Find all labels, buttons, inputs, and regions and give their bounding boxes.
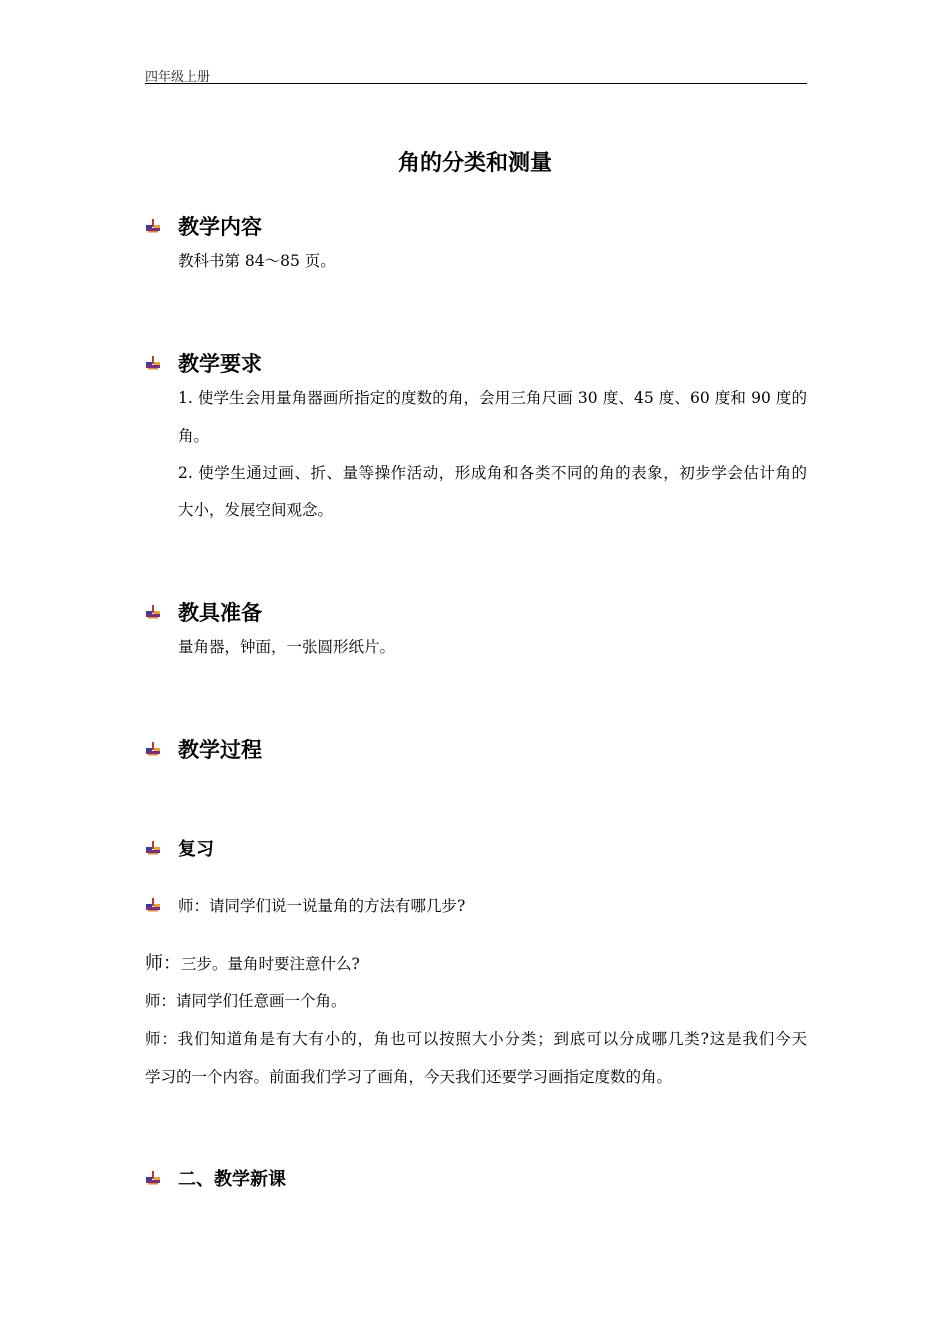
- review-line-1: [145, 954, 360, 974]
- heading-tools-text: 教具准备: [178, 600, 262, 625]
- requirement-2-line-1: 2. 使学生通过画、折、量等操作活动，形成角和各类不同的角的表象，初步学会估计角的: [178, 464, 807, 482]
- heading-review-text: 复习: [178, 839, 214, 860]
- requirement-1-line-1: 1. 使学生会用量角器画所指定的度数的角，会用三角尺画 30 度、45 度、60 度和 90 度的: [178, 389, 807, 407]
- review-line-4: 学习的一个内容。前面我们学习了画角，今天我们还要学习画指定度数的角。: [145, 1068, 673, 1086]
- review-bullet-line: [145, 894, 465, 916]
- bullet-icon: [145, 604, 161, 620]
- page-title: 角的分类和测量: [397, 150, 552, 176]
- bullet-icon: [145, 897, 161, 913]
- heading-review: [145, 835, 214, 861]
- heading-requirements-text: 教学要求: [178, 351, 262, 376]
- bullet-icon: [145, 741, 161, 757]
- review-line-1-rest: 三步。量角时要注意什么?: [181, 955, 360, 973]
- review-line-3: 师：我们知道角是有大有小的，角也可以按照大小分类；到底可以分成哪几类?这是我们今天: [145, 1030, 807, 1048]
- bullet-icon: [145, 1170, 161, 1186]
- requirement-2-line-2: 大小，发展空间观念。: [178, 501, 334, 519]
- heading-new-lesson: [145, 1165, 286, 1191]
- heading-process-text: 教学过程: [178, 737, 262, 762]
- review-line-1-prefix: 师：: [145, 953, 181, 974]
- heading-requirements: [145, 348, 262, 378]
- heading-content-text: 教学内容: [178, 214, 262, 239]
- heading-process: [145, 734, 262, 764]
- bullet-icon: [145, 218, 161, 234]
- heading-new-lesson-text: 二、教学新课: [178, 1169, 286, 1190]
- review-bullet-text: 师：请同学们说一说量角的方法有哪几步?: [178, 897, 466, 915]
- review-line-2: 师：请同学们任意画一个角。: [145, 992, 347, 1010]
- bullet-icon: [145, 355, 161, 371]
- tools-text: 量角器，钟面，一张圆形纸片。: [178, 638, 396, 656]
- heading-content: [145, 211, 262, 241]
- content-text: 教科书第 84～85 页。: [178, 252, 336, 270]
- header-rule: [145, 83, 807, 84]
- heading-tools: [145, 597, 262, 627]
- bullet-icon: [145, 840, 161, 856]
- requirement-1-line-2: 角。: [178, 427, 210, 445]
- running-header: 四年级上册: [145, 70, 211, 85]
